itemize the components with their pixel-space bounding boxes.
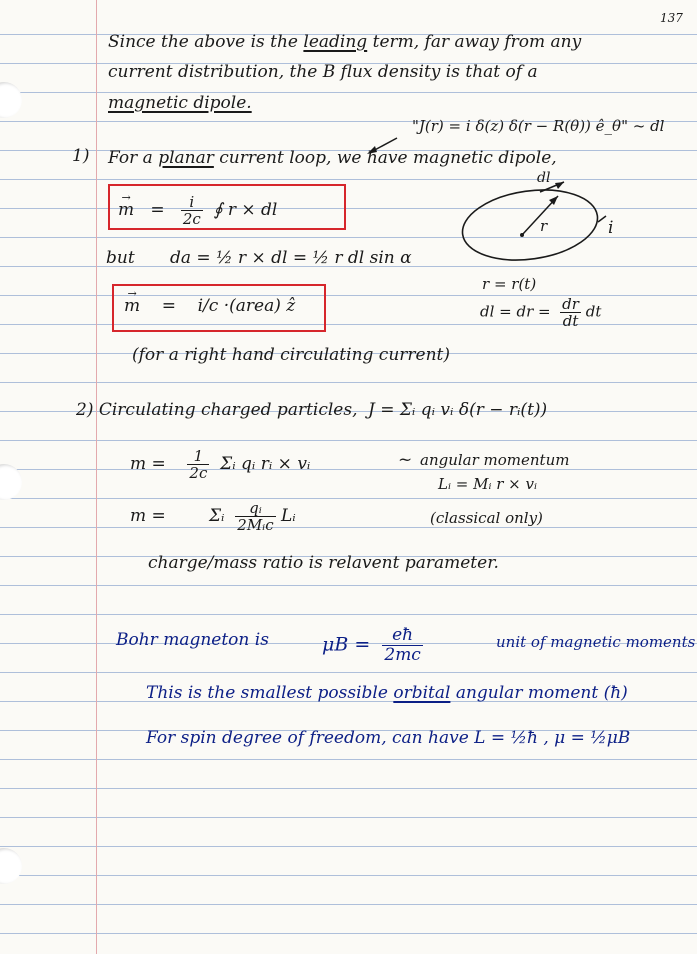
integral-expression: ∮ r × dl xyxy=(213,200,278,220)
item-1-number: 1) xyxy=(72,146,90,166)
numerator: 1 xyxy=(187,448,209,465)
underlined-planar: planar xyxy=(158,148,214,168)
current-density-expression: "J(r) = i δ(z) δ(r − R(θ)) ê_θ" ~ dl xyxy=(412,117,665,135)
equation-m-angular xyxy=(130,500,296,533)
charge-mass-ratio-note: charge/mass ratio is relavent parameter. xyxy=(148,553,499,573)
numerator: eħ xyxy=(382,626,422,646)
equation-m-integral xyxy=(118,194,277,227)
intro-line-1 xyxy=(108,32,581,52)
bohr-magneton-equation xyxy=(322,626,423,665)
area-element-equation: da = ½ r × dl = ½ r dl sin α xyxy=(170,248,412,268)
denominator: dt xyxy=(562,312,579,330)
numerator: qᵢ xyxy=(235,500,275,517)
dt-term: dt xyxy=(585,302,602,321)
underlined-leading: leading xyxy=(303,32,368,52)
mu-B-equals: μB = xyxy=(322,633,371,656)
sum-expression: Σᵢ qᵢ rᵢ × vᵢ xyxy=(220,454,311,474)
tilde: ~ xyxy=(398,450,413,470)
denominator: 2mc xyxy=(384,645,421,665)
bohr-line-2 xyxy=(146,683,628,703)
item-1-heading xyxy=(108,148,557,168)
underlined-orbital: orbital xyxy=(393,683,451,703)
vector-m: → m xyxy=(124,296,140,316)
denominator: 2c xyxy=(189,464,208,482)
intro-text: term, far away from any xyxy=(372,32,582,52)
right-hand-note: (for a right hand circulating current) xyxy=(132,345,451,365)
intro-text: Since the above is the xyxy=(108,32,298,52)
label-r: r xyxy=(540,217,548,235)
bohr-unit-note: unit of magnetic moments xyxy=(496,633,696,651)
item-2-text: Circulating charged particles, xyxy=(98,400,358,420)
fraction-dr-dt xyxy=(560,296,581,329)
bohr-label: Bohr magneton is xyxy=(116,630,269,650)
binder-hole xyxy=(0,848,22,884)
bohr-text: angular moment (ħ) xyxy=(455,683,628,703)
item-1-text: current loop, we have magnetic dipole, xyxy=(219,148,557,168)
margin-line xyxy=(96,0,97,954)
equals-sign: = xyxy=(150,200,165,220)
binder-hole xyxy=(0,464,22,500)
denominator: 2c xyxy=(182,210,201,228)
angular-momentum-label: angular momentum xyxy=(420,451,570,469)
fraction-ehbar-over-2mc xyxy=(382,626,422,665)
m-equals: m = xyxy=(130,454,166,474)
denominator: 2Mᵢc xyxy=(237,516,274,534)
equals-sign: = xyxy=(161,296,176,316)
intro-line-2: current distribution, the B flux density is that of a xyxy=(108,62,538,82)
numerator: i xyxy=(181,194,203,211)
bohr-line-3: For spin degree of freedom, can have L = ½ħ , μ = ½μB xyxy=(146,728,631,748)
item-1-text: For a xyxy=(108,148,153,168)
page-number: 137 xyxy=(660,11,683,25)
fraction-1-over-2c xyxy=(187,448,209,481)
binder-hole xyxy=(0,82,22,118)
equation-m-sum xyxy=(130,448,310,481)
angular-momentum-equation: Lᵢ = Mᵢ r × vᵢ xyxy=(438,475,537,493)
label-i: i xyxy=(608,218,614,238)
fraction-q-over-2Mc xyxy=(235,500,275,533)
vector-m: → m xyxy=(118,200,134,220)
intro-line-3: magnetic dipole. xyxy=(108,93,252,113)
equation-m-area xyxy=(124,296,295,316)
item-2-heading xyxy=(76,400,358,420)
sum-symbol: Σᵢ xyxy=(209,506,225,526)
bohr-text: This is the smallest possible xyxy=(146,683,388,703)
dl-equals-dr: dl = dr = xyxy=(480,302,551,321)
L-term: Lᵢ xyxy=(281,506,296,526)
numerator: dr xyxy=(562,295,579,313)
fraction-i-over-2c xyxy=(181,194,203,227)
area-expression: i/c ·(area) ẑ xyxy=(197,296,296,316)
label-dl: dl xyxy=(537,170,551,186)
r-of-t: r = r(t) xyxy=(482,275,537,293)
but-label: but xyxy=(106,248,135,268)
dl-relation xyxy=(480,296,601,329)
current-density-sum: J = Σᵢ qᵢ vᵢ δ(r − rᵢ(t)) xyxy=(368,400,548,420)
classical-only-note: (classical only) xyxy=(430,509,543,527)
item-2-number: 2) xyxy=(76,400,94,420)
m-equals: m = xyxy=(130,506,166,526)
